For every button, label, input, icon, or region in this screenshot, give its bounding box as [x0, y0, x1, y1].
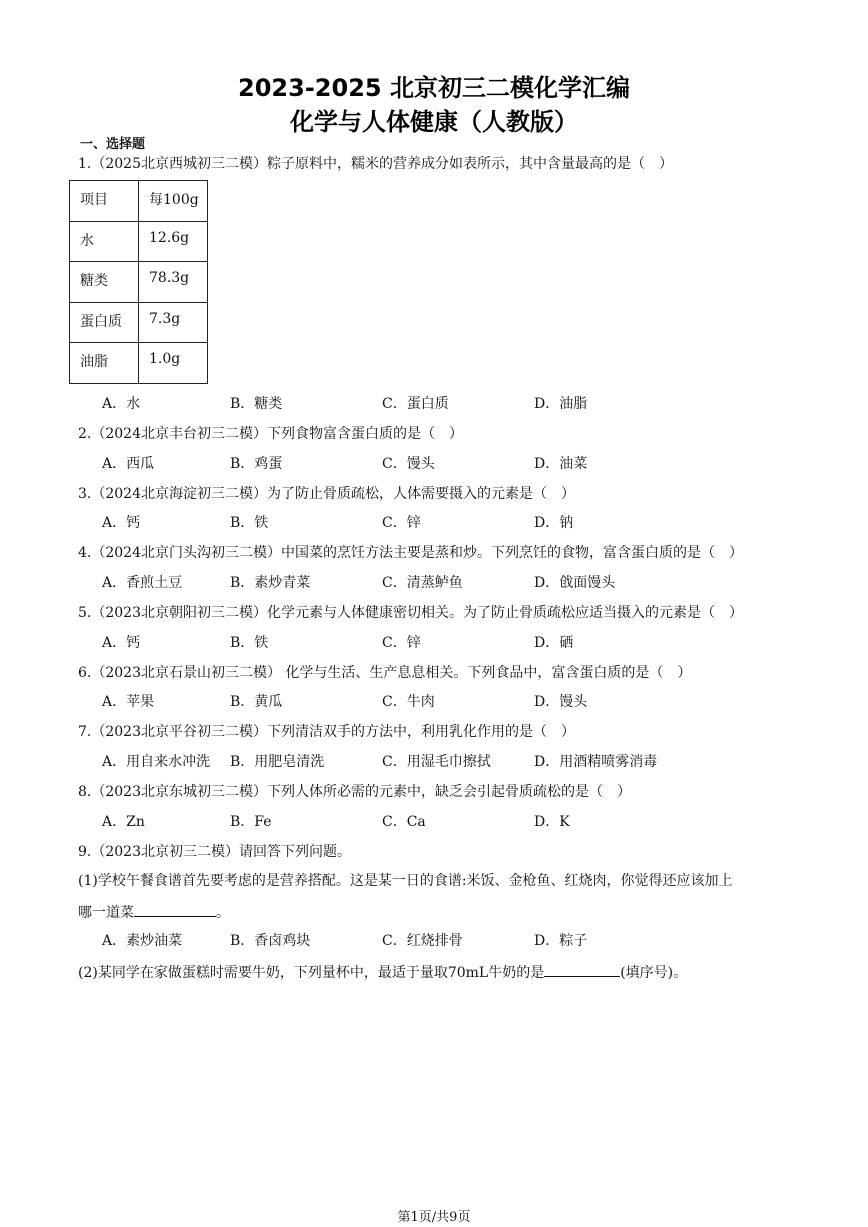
question-9-part-2-line [78, 962, 687, 982]
option-b[interactable]: B．Fe [230, 814, 272, 830]
table-cell: 项目 [70, 181, 139, 222]
table-row [70, 181, 208, 222]
table-cell: 蛋白质 [70, 302, 139, 343]
option-a[interactable]: A．钙 [102, 515, 141, 531]
option-a[interactable]: A．Zn [102, 814, 145, 830]
nutrition-table [69, 180, 208, 384]
option-d[interactable]: D．戗面馒头 [534, 575, 616, 591]
table-cell: 78.3g [139, 262, 208, 303]
option-d[interactable]: D．钠 [534, 515, 574, 531]
option-a[interactable]: A．素炒油菜 [102, 933, 183, 949]
page-number: 第1页/共9页 [397, 1210, 471, 1225]
table-cell: 水 [70, 221, 139, 262]
option-a[interactable]: A．西瓜 [102, 456, 155, 472]
answer-blank[interactable] [134, 902, 216, 917]
table-row [70, 302, 208, 343]
option-d[interactable]: D．硒 [534, 635, 574, 651]
option-c[interactable]: C．清蒸鲈鱼 [382, 575, 463, 591]
table-cell: 1.0g [139, 343, 208, 384]
option-a[interactable]: A．钙 [102, 635, 141, 651]
question-6-stem: 6.（2023北京石景山初三二模） 化学与生活、生产息息相关。下列食品中，富含蛋白质的是（ ） [78, 665, 692, 681]
question-5-stem: 5.（2023北京朝阳初三二模）化学元素与人体健康密切相关。为了防止骨质疏松应适当摄入的元素是（ ） [78, 605, 743, 621]
question-9-part-2-suffix: (填序号)。 [620, 965, 688, 981]
question-2-stem: 2.（2024北京丰台初三二模）下列食物富含蛋白质的是（ ） [78, 426, 463, 442]
option-d[interactable]: D．用酒精喷雾消毒 [534, 754, 658, 770]
option-a[interactable]: A．苹果 [102, 694, 155, 710]
question-9-part-1-text: (1)学校午餐食谱首先要考虑的是营养搭配。这是某一日的食谱:米饭、金枪鱼、红烧肉，你觉得还应该加上 [78, 873, 733, 889]
option-a[interactable]: A．水 [102, 396, 141, 412]
option-c[interactable]: C．用湿毛巾擦拭 [382, 754, 491, 770]
option-c[interactable]: C．馒头 [382, 456, 435, 472]
question-9-part-1-line-2 [78, 902, 230, 922]
option-c[interactable]: C．锌 [382, 635, 421, 651]
table-cell: 油脂 [70, 343, 139, 384]
option-d[interactable]: D．油菜 [534, 456, 588, 472]
section-heading: 一、选择题 [80, 137, 146, 152]
option-b[interactable]: B．铁 [230, 635, 269, 651]
answer-blank[interactable] [544, 962, 620, 977]
question-8-stem: 8.（2023北京东城初三二模）下列人体所必需的元素中，缺乏会引起骨质疏松的是（ ） [78, 784, 631, 800]
document-title: 2023-2025 北京初三二模化学汇编 [238, 74, 630, 102]
question-3-stem: 3.（2024北京海淀初三二模）为了防止骨质疏松，人体需要摄入的元素是（ ） [78, 486, 575, 502]
option-b[interactable]: B．用肥皂清洗 [230, 754, 325, 770]
question-7-stem: 7.（2023北京平谷初三二模）下列清洁双手的方法中，利用乳化作用的是（ ） [78, 724, 575, 740]
table-cell: 12.6g [139, 221, 208, 262]
option-a[interactable]: A．用自来水冲洗 [102, 754, 211, 770]
question-9-part-1-prefix: 哪一道菜 [78, 905, 134, 921]
option-b[interactable]: B．黄瓜 [230, 694, 283, 710]
option-d[interactable]: D．粽子 [534, 933, 588, 949]
question-9-stem: 9.（2023北京初三二模）请回答下列问题。 [78, 844, 351, 860]
question-1-stem: 1.（2025北京西城初三二模）粽子原料中，糯米的营养成分如表所示，其中含量最高的是（ ） [78, 156, 673, 172]
option-d[interactable]: D．油脂 [534, 396, 588, 412]
option-d[interactable]: D．K [534, 814, 570, 830]
option-d[interactable]: D．馒头 [534, 694, 588, 710]
option-b[interactable]: B．素炒青菜 [230, 575, 311, 591]
option-c[interactable]: C．牛肉 [382, 694, 435, 710]
option-c[interactable]: C．Ca [382, 814, 426, 830]
table-cell: 7.3g [139, 302, 208, 343]
document-subtitle: 化学与人体健康（人教版） [290, 108, 578, 136]
option-a[interactable]: A．香煎土豆 [102, 575, 183, 591]
table-cell: 糖类 [70, 262, 139, 303]
option-b[interactable]: B．糖类 [230, 396, 283, 412]
option-b[interactable]: B．铁 [230, 515, 269, 531]
question-4-stem: 4.（2024北京门头沟初三二模）中国菜的烹饪方法主要是蒸和炒。下列烹饪的食物，富含蛋白质的是（ ） [78, 545, 743, 561]
option-b[interactable]: B．鸡蛋 [230, 456, 283, 472]
table-row [70, 221, 208, 262]
option-c[interactable]: C．锌 [382, 515, 421, 531]
option-c[interactable]: C．红烧排骨 [382, 933, 463, 949]
table-row [70, 262, 208, 303]
question-9-part-1-suffix: 。 [216, 905, 230, 921]
option-b[interactable]: B．香卤鸡块 [230, 933, 311, 949]
question-9-part-2-text: (2)某同学在家做蛋糕时需要牛奶，下列量杯中，最适于量取70mL牛奶的是 [78, 965, 545, 981]
table-cell: 每100g [139, 181, 208, 222]
option-c[interactable]: C．蛋白质 [382, 396, 449, 412]
table-row [70, 343, 208, 384]
